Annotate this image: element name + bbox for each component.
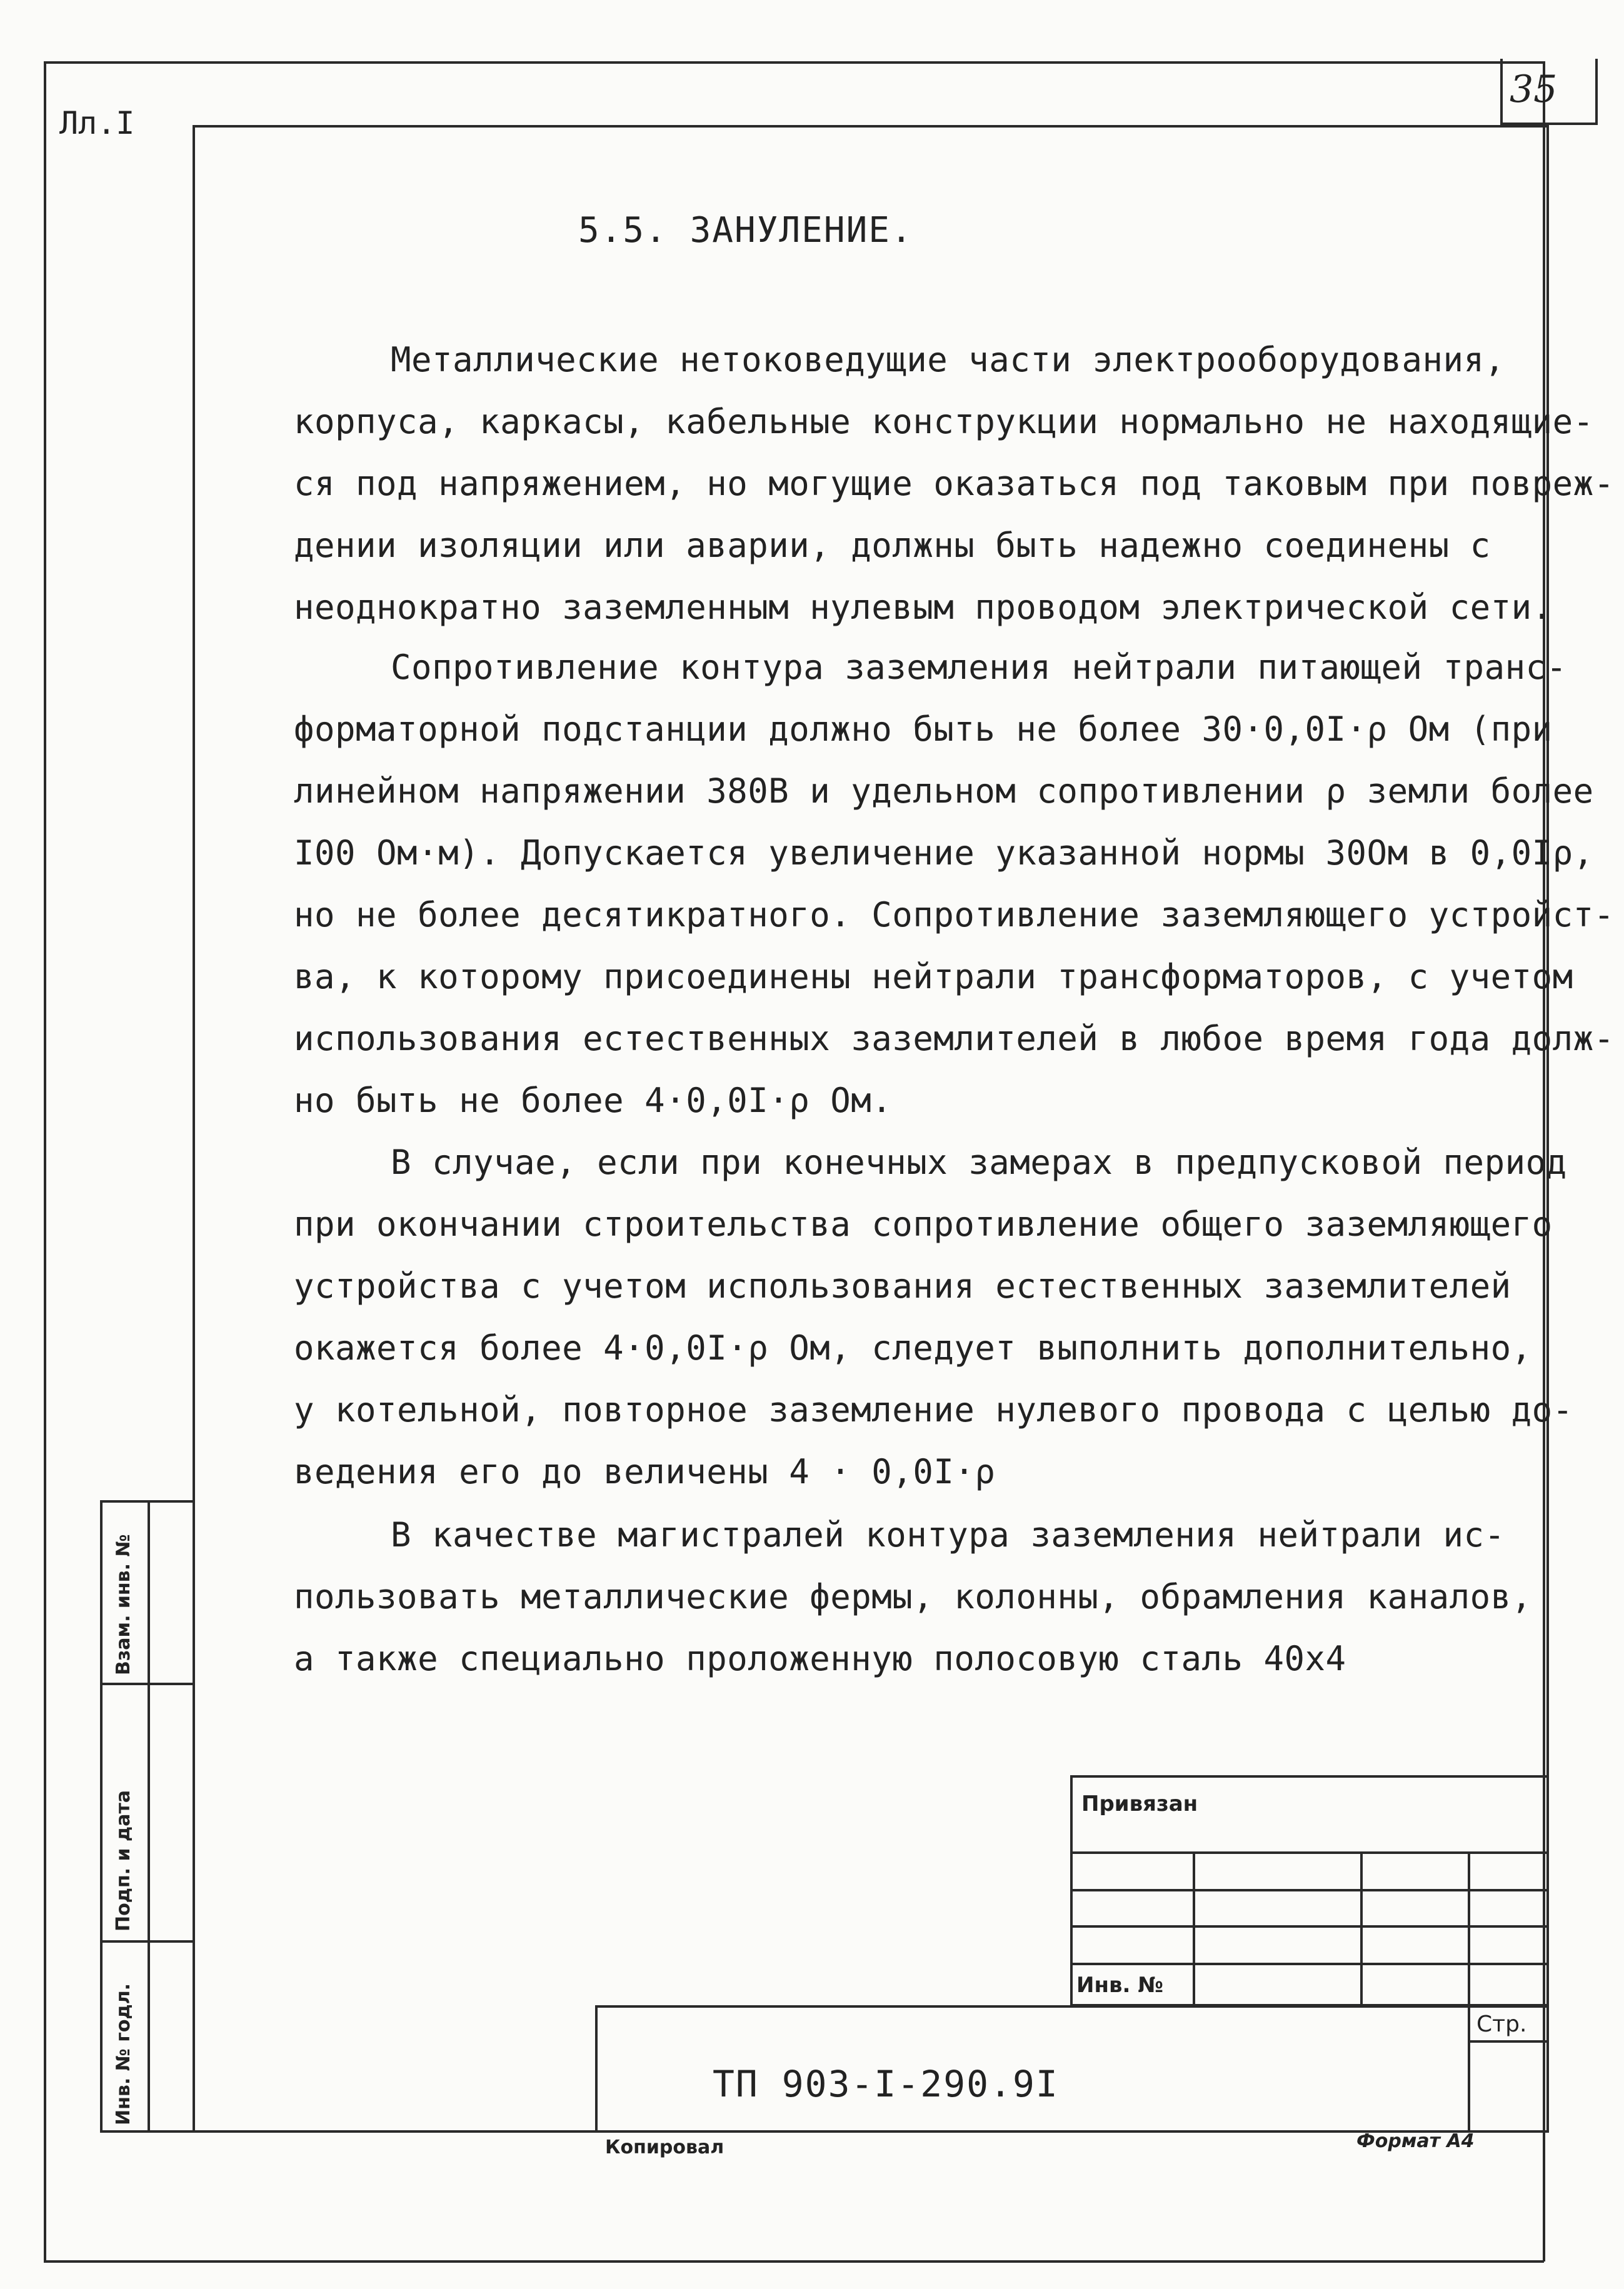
privyazan-label: Привязан: [1081, 1791, 1198, 1816]
side-stamp-sep-1: [100, 1683, 193, 1685]
text-line: ведения его до величены 4 · 0,0I·ρ: [294, 1452, 996, 1491]
page-number: 35: [1510, 68, 1558, 111]
side-label-vzam-inv: Взам. инв. №: [113, 1534, 134, 1675]
title-block-divider: [1468, 2005, 1470, 2133]
text-line: ва, к которому присоединены нейтрали трансформаторов, с учетом: [294, 957, 1573, 996]
text-line: Металлические нетоковедущие части электрооборудования,: [391, 340, 1505, 379]
text-line: окажется более 4·0,0I·ρ Ом, следует выполнить дополнительно,: [294, 1328, 1532, 1368]
inv-no-label: Инв. №: [1076, 1973, 1164, 1998]
frame-top: [193, 125, 1549, 128]
text-line: I00 Ом·м). Допускается увеличение указанной нормы 30Ом в 0,0Iρ,: [294, 833, 1594, 873]
text-line: Сопротивление контура заземления нейтрали питающей транс-: [391, 648, 1567, 687]
binding-col-line: [1193, 1851, 1195, 2006]
text-line: линейном напряжении 380В и удельном сопротивлении ρ земли более: [294, 771, 1594, 811]
binding-row-line: [1070, 1963, 1549, 1965]
section-title: 5.5. ЗАНУЛЕНИЕ.: [578, 210, 913, 251]
side-stamp-sep-2: [100, 1940, 193, 1943]
side-label-podp-data: Подп. и дата: [113, 1790, 134, 1931]
text-line: корпуса, каркасы, кабельные конструкции нормально не находящие-: [294, 402, 1594, 441]
outer-border-top: [44, 61, 1544, 64]
side-stamp-top: [100, 1500, 193, 1503]
binding-col-line: [1360, 1851, 1363, 2006]
text-line: а также специально проложенную полосовую сталь 40х4: [294, 1639, 1346, 1678]
text-line: пользовать металлические фермы, колонны, обрамления каналов,: [294, 1577, 1532, 1616]
text-line: при окончании строительства сопротивление общего заземляющего: [294, 1205, 1553, 1244]
sheet-label: Лл.I: [59, 105, 135, 141]
binding-row-line: [1070, 1925, 1549, 1928]
side-stamp-left: [100, 1500, 103, 2131]
text-line: дении изоляции или аварии, должны быть надежно соединены с: [294, 526, 1491, 565]
paragraph-3: [294, 1131, 1573, 1503]
str-label: Стр.: [1476, 2011, 1527, 2037]
text-line: неоднократно заземленным нулевым проводом электрической сети.: [294, 588, 1553, 627]
side-stamp-divider: [148, 1500, 150, 2131]
text-line: форматорной подстанции должно быть не более 30·0,0I·ρ Ом (при: [294, 709, 1553, 749]
kopiroval-label: Копировал: [605, 2136, 724, 2158]
outer-border-bottom: [44, 2260, 1544, 2263]
frame-left: [193, 125, 195, 2131]
paragraph-2: [294, 636, 1615, 1131]
text-line: но не более десятикратного. Сопротивление заземляющего устройст-: [294, 895, 1615, 934]
text-line: но быть не более 4·0,0I·ρ Ом.: [294, 1081, 893, 1120]
binding-row-line: [1070, 1851, 1549, 1854]
text-line: В случае, если при конечных замерах в предпусковой период: [391, 1143, 1567, 1182]
binding-col-line: [1468, 1851, 1470, 2006]
text-line: использования естественных заземлителей в любое время года долж-: [294, 1019, 1615, 1058]
paragraph-1: [294, 329, 1615, 638]
text-line: ся под напряжением, но могущие оказаться под таковым при повреж-: [294, 464, 1615, 503]
str-cell-line: [1468, 2040, 1549, 2043]
paragraph-4: [294, 1504, 1532, 1690]
document-code: ТП 903-I-290.9I: [713, 2063, 1059, 2105]
format-label: Формат А4: [1356, 2130, 1475, 2152]
text-line: В качестве магистралей контура заземления нейтрали ис-: [391, 1515, 1505, 1555]
binding-row-line: [1070, 1889, 1549, 1891]
text-line: устройства с учетом использования естественных заземлителей: [294, 1266, 1511, 1306]
text-line: у котельной, повторное заземление нулевого провода с целью до-: [294, 1390, 1573, 1430]
side-label-inv-podl: Инв. № годл.: [113, 1983, 134, 2125]
outer-border-left: [44, 61, 46, 2261]
